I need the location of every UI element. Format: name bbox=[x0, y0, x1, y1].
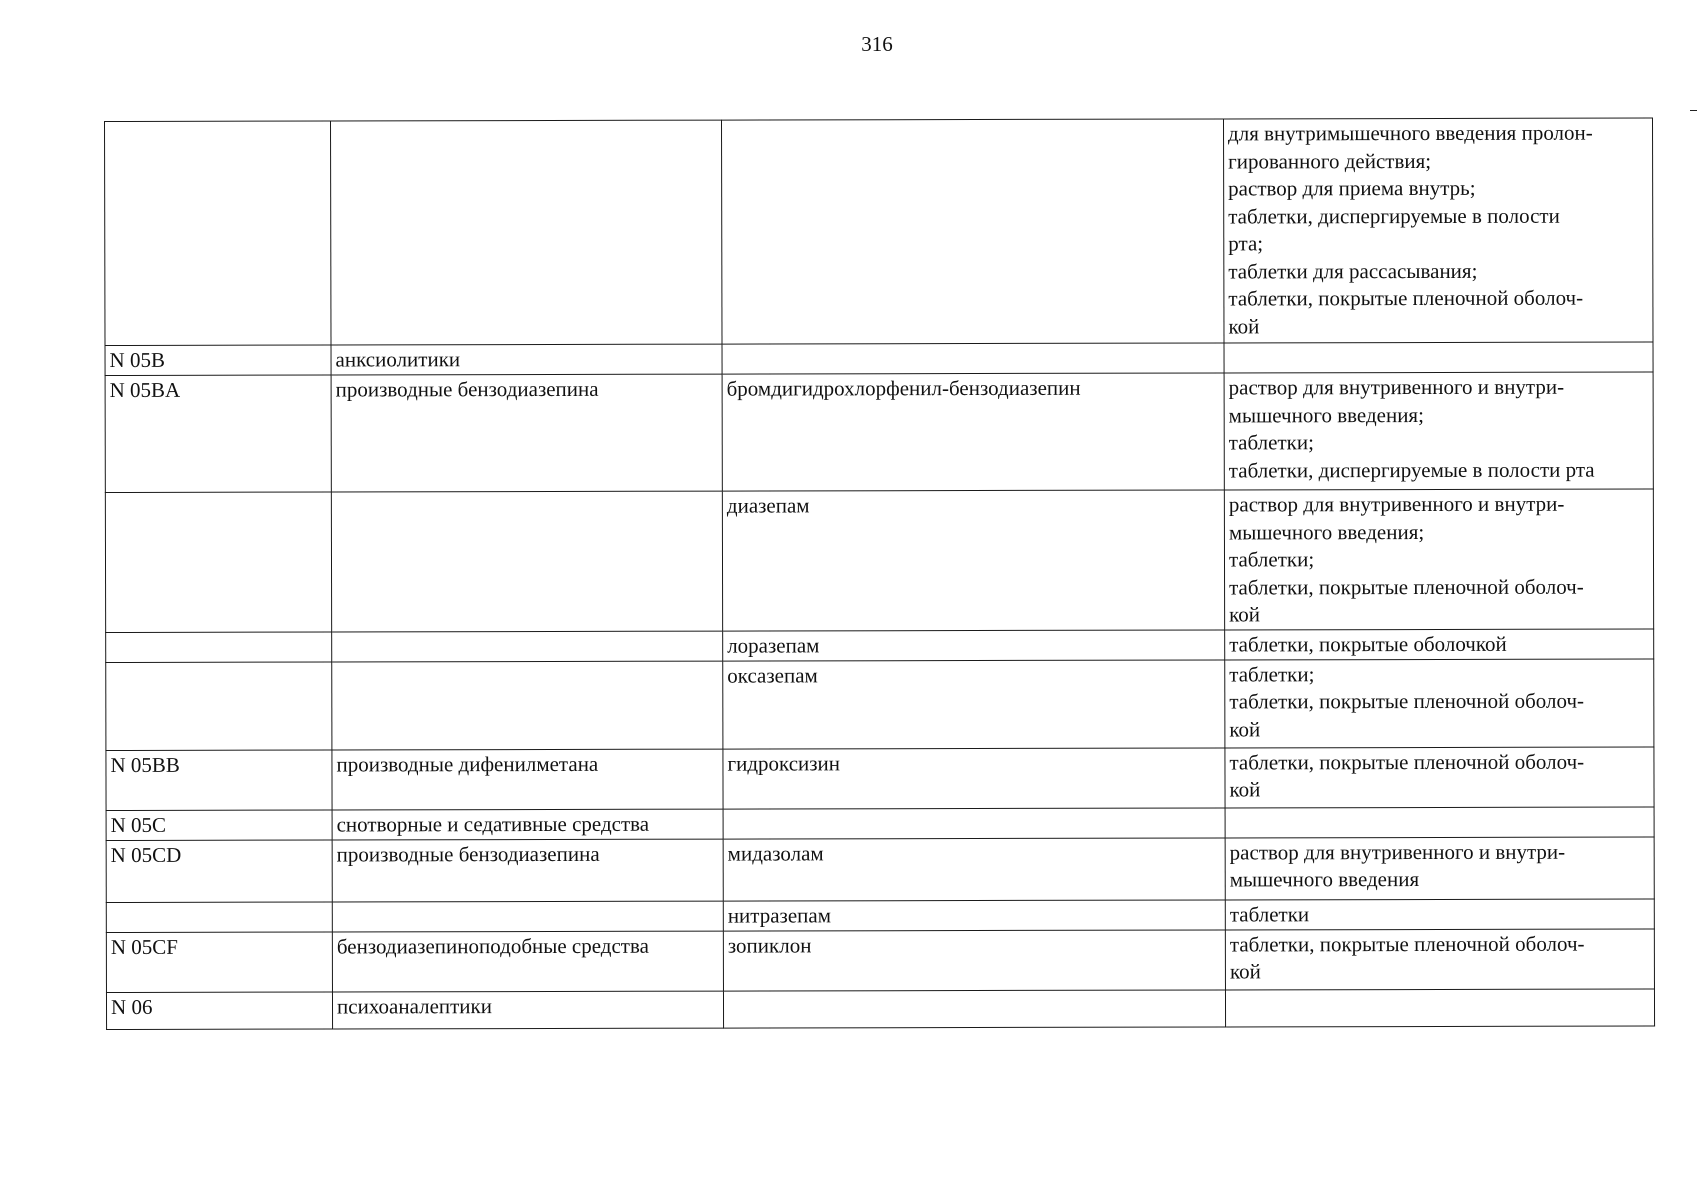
table-row bbox=[106, 836, 1654, 902]
group-cell: снотворные и седативные средства bbox=[332, 809, 723, 840]
dosage-forms-cell bbox=[1225, 988, 1654, 1026]
dosage-form-line: раствор для внутривенного и внутри- bbox=[1229, 839, 1566, 864]
dosage-form-line: раствор для внутривенного и внутри- bbox=[1228, 374, 1565, 400]
group-cell: психоаналептики bbox=[332, 991, 723, 1029]
dosage-form-line: таблетки; bbox=[1228, 547, 1315, 572]
table-row bbox=[106, 806, 1654, 840]
drug-name-cell bbox=[722, 343, 1224, 374]
group-cell bbox=[332, 661, 723, 750]
atc-code-cell: N 05CF bbox=[106, 931, 332, 992]
dosage-form-line: таблетки, покрытые пленочной оболоч- bbox=[1228, 285, 1584, 311]
dosage-form-line: мышечного введения; bbox=[1228, 402, 1424, 427]
dosage-form-line: кой bbox=[1229, 602, 1261, 627]
page-number: 316 bbox=[861, 32, 893, 56]
table-row bbox=[105, 489, 1653, 632]
dosage-form-line: таблетки, диспергируемые в полости bbox=[1228, 203, 1560, 228]
table-row bbox=[106, 628, 1654, 662]
atc-code-cell: N 05B bbox=[105, 345, 331, 376]
drug-name-cell bbox=[721, 119, 1224, 344]
dosage-form-line: таблетки, покрытые пленочной оболоч- bbox=[1229, 574, 1584, 599]
group-cell: производные бензодиазепина bbox=[331, 374, 722, 492]
dosage-forms-cell bbox=[1225, 628, 1654, 659]
atc-code-cell bbox=[105, 121, 332, 346]
dosage-form-line: таблетки, диспергируемые в полости рта bbox=[1228, 457, 1595, 482]
atc-code-cell bbox=[105, 492, 331, 632]
group-cell bbox=[331, 491, 722, 631]
table-row bbox=[106, 658, 1654, 750]
group-cell: анксиолитики bbox=[331, 344, 722, 375]
dosage-forms-cell bbox=[1224, 342, 1653, 373]
dosage-forms-cell bbox=[1225, 836, 1654, 899]
dosage-form-line: для внутримышечного введения пролон- bbox=[1228, 120, 1593, 146]
dosage-form-line: рта; bbox=[1228, 231, 1264, 256]
group-cell: производные дифенилметана bbox=[332, 749, 723, 810]
dosage-forms-cell bbox=[1223, 118, 1653, 343]
table-row bbox=[105, 342, 1653, 376]
drug-name-cell: зопиклон bbox=[723, 929, 1225, 990]
table-row bbox=[106, 746, 1654, 810]
dosage-forms-cell bbox=[1225, 806, 1654, 837]
drug-name-cell: мидазолам bbox=[723, 837, 1225, 900]
atc-code-cell: N 05BA bbox=[105, 375, 331, 493]
edge-mark bbox=[1690, 110, 1697, 111]
drug-name-cell: нитразепам bbox=[723, 899, 1225, 930]
dosage-form-line: кой bbox=[1229, 716, 1261, 741]
atc-code-cell: N 05BB bbox=[106, 749, 332, 810]
group-cell bbox=[332, 901, 723, 932]
group-cell: бензодиазепиноподобные средства bbox=[332, 931, 723, 992]
dosage-forms-cell bbox=[1224, 372, 1653, 490]
dosage-form-line: таблетки, покрытые оболочкой bbox=[1229, 631, 1507, 656]
dosage-form-line: таблетки; bbox=[1229, 661, 1315, 686]
drug-name-cell: лоразепам bbox=[723, 629, 1225, 660]
dosage-form-line: раствор для внутривенного и внутри- bbox=[1228, 491, 1565, 517]
dosage-form-line: таблетки, покрытые пленочной оболоч- bbox=[1229, 749, 1585, 774]
dosage-form-line: кой bbox=[1229, 959, 1261, 984]
dosage-form-line: гированного действия; bbox=[1228, 148, 1432, 173]
dosage-forms-cell bbox=[1225, 928, 1654, 989]
table-row bbox=[106, 898, 1654, 932]
dosage-forms-cell bbox=[1225, 658, 1654, 747]
dosage-form-line: мышечного введения; bbox=[1228, 519, 1425, 544]
atc-code-cell bbox=[106, 661, 332, 750]
drug-name-cell: диазепам bbox=[722, 490, 1224, 631]
atc-code-cell: N 06 bbox=[106, 991, 332, 1029]
table-body bbox=[105, 118, 1655, 1029]
dosage-form-line: таблетки для рассасывания; bbox=[1228, 258, 1478, 283]
atc-code-cell: N 05CD bbox=[106, 839, 332, 902]
atc-code-cell bbox=[106, 901, 332, 932]
drug-name-cell: бромдигидрохлорфенил-бензодиазепин bbox=[722, 373, 1224, 491]
drug-name-cell: гидроксизин bbox=[723, 747, 1225, 808]
atc-code-cell: N 05C bbox=[106, 809, 332, 840]
dosage-forms-cell bbox=[1225, 746, 1654, 807]
dosage-form-line: таблетки, покрытые пленочной оболоч- bbox=[1229, 688, 1585, 714]
dosage-form-line: таблетки, покрытые пленочной оболоч- bbox=[1229, 931, 1585, 956]
atc-code-cell bbox=[106, 631, 332, 662]
drug-name-cell bbox=[723, 807, 1225, 838]
dosage-form-line: кой bbox=[1228, 313, 1260, 338]
dosage-form-line: кой bbox=[1229, 777, 1261, 802]
drug-name-cell bbox=[723, 989, 1225, 1027]
dosage-forms-cell bbox=[1225, 898, 1654, 929]
dosage-form-line: мышечного введения bbox=[1229, 867, 1420, 892]
dosage-form-line: таблетки bbox=[1229, 901, 1310, 926]
dosage-form-line: таблетки; bbox=[1228, 430, 1314, 455]
table-row bbox=[106, 928, 1654, 992]
drug-name-cell: оксазепам bbox=[723, 659, 1225, 748]
group-cell bbox=[332, 631, 723, 662]
drug-table bbox=[104, 117, 1655, 1029]
group-cell: производные бензодиазепина bbox=[332, 839, 723, 902]
table-row bbox=[105, 118, 1654, 346]
table-row bbox=[105, 372, 1653, 493]
dosage-form-line: раствор для приема внутрь; bbox=[1228, 175, 1476, 201]
dosage-forms-cell bbox=[1224, 489, 1653, 629]
table-row bbox=[106, 988, 1654, 1029]
group-cell bbox=[331, 120, 723, 345]
